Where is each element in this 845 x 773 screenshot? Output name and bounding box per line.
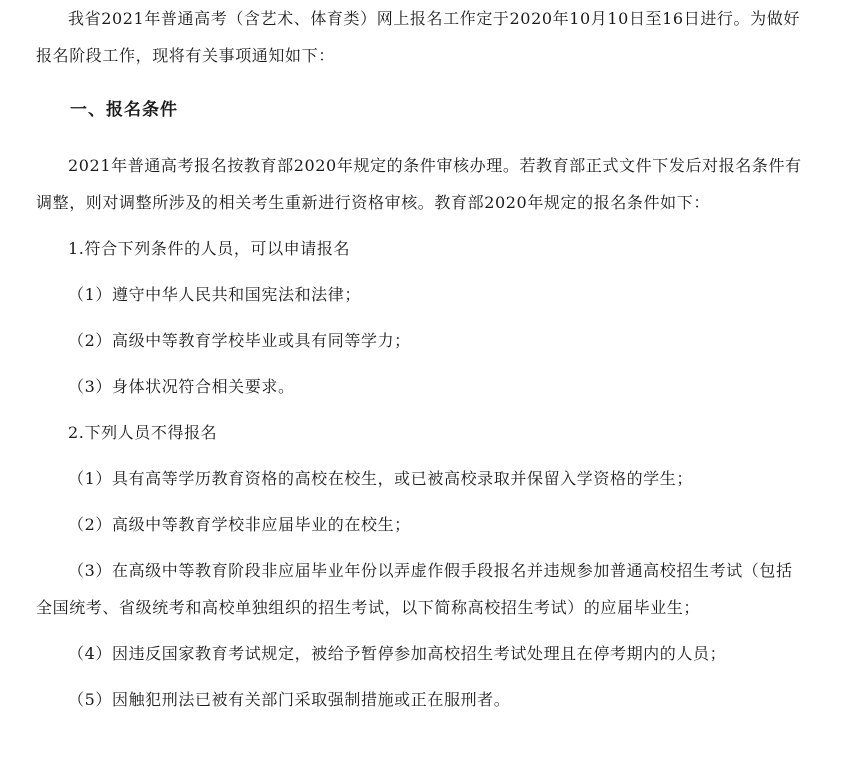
group2-item-5: （5）因触犯刑法已被有关部门采取强制措施或正在服刑者。	[68, 690, 511, 709]
group2-item-3: （3）在高级中等教育阶段非应届毕业年份以弄虚作假手段报名并违规参加普通高校招生考试（包括全国统考、省级统考和高校单独组织的招生考试，以下简称高校招生考试）的应届毕业生；	[36, 561, 793, 617]
group2-item-2: （2）高级中等教育学校非应届毕业的在校生；	[68, 515, 411, 534]
intro-paragraph: 我省2021年普通高考（含艺术、体育类）网上报名工作定于2020年10月10日至16日进行。为做好报名阶段工作，现将有关事项通知如下：	[36, 9, 800, 65]
group2-item-1: （1）具有高等学历教育资格的高校在校生，或已被高校录取并保留入学资格的学生；	[68, 469, 693, 488]
group1-title: 1.符合下列条件的人员，可以申请报名	[68, 239, 351, 258]
group1-item-2: （2）高级中等教育学校毕业或具有同等学力；	[68, 331, 411, 350]
section-heading-registration-conditions: 一、报名条件	[70, 100, 178, 120]
registration-conditions-paragraph: 2021年普通高考报名按教育部2020年规定的条件审核办理。若教育部正式文件下发后对报名条件有调整，则对调整所涉及的相关考生重新进行资格审核。教育部2020年规定的报名条件如下：	[36, 156, 802, 212]
group1-item-3: （3）身体状况符合相关要求。	[68, 377, 295, 396]
group2-title: 2.下列人员不得报名	[68, 423, 218, 442]
group2-item-4: （4）因违反国家教育考试规定，被给予暂停参加高校招生考试处理且在停考期内的人员；	[68, 644, 727, 663]
group1-item-1: （1）遵守中华人民共和国宪法和法律；	[68, 285, 361, 304]
